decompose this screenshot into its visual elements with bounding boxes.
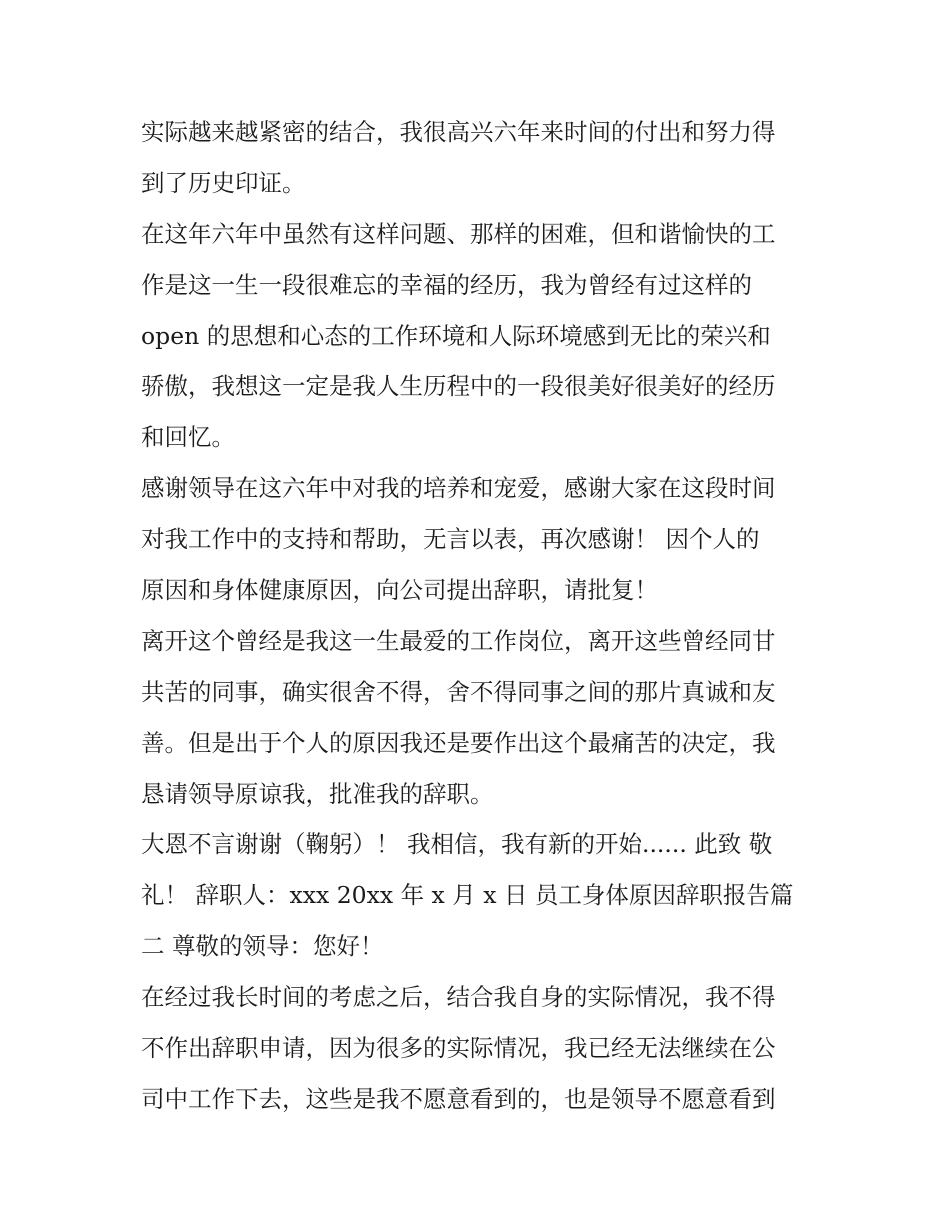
text-line: 骄傲，我想这一定是我人生历程中的一段很美好很美好的经历 [141, 372, 776, 401]
text-line: 实际越来越紧密的结合，我很高兴六年来时间的付出和努力得 [141, 118, 776, 146]
text-line: 原因和身体健康原因，向公司提出辞职，请批复！ [141, 576, 658, 605]
text-line: 恳请领导原谅我，批准我的辞职。 [141, 779, 494, 808]
text-line: 司中工作下去，这些是我不愿意看到的，也是领导不愿意看到 [141, 1084, 776, 1113]
text-line: 共苦的同事，确实很舍不得，舍不得同事之间的那片真诚和友 [141, 677, 776, 706]
text-line: 礼！ 辞职人：xxx 20xx 年 x 月 x 日 员工身体原因辞职报告篇 [141, 881, 794, 910]
text-line: 和回忆。 [141, 423, 235, 452]
text-line: 作是这一生一段很难忘的幸福的经历，我为曾经有过这样的 [141, 270, 752, 299]
text-line: 善。但是出于个人的原因我还是要作出这个最痛苦的决定，我 [141, 728, 776, 757]
text-line: 在这年六年中虽然有这样问题、那样的困难，但和谐愉快的工 [141, 219, 776, 248]
text-line: 二 尊敬的领导：您好！ [141, 932, 384, 961]
text-line: 大恩不言谢谢（鞠躬）！ 我相信，我有新的开始...... 此致 敬 [141, 830, 773, 859]
text-line: 到了历史印证。 [141, 168, 306, 197]
text-line: open 的思想和心态的工作环境和人际环境感到无比的荣兴和 [141, 321, 771, 350]
text-line: 对我工作中的支持和帮助，无言以表，再次感谢！ 因个人的 [141, 525, 760, 554]
body-text [141, 107, 821, 1125]
text-line: 离开这个曾经是我这一生最爱的工作岗位，离开这些曾经同甘 [141, 626, 776, 655]
text-line: 在经过我长时间的考虑之后，结合我自身的实际情况，我不得 [141, 983, 776, 1012]
text-line: 感谢领导在这六年中对我的培养和宠爱，感谢大家在这段时间 [141, 474, 776, 503]
text-line: 不作出辞职申请，因为很多的实际情况，我已经无法继续在公 [141, 1034, 776, 1063]
